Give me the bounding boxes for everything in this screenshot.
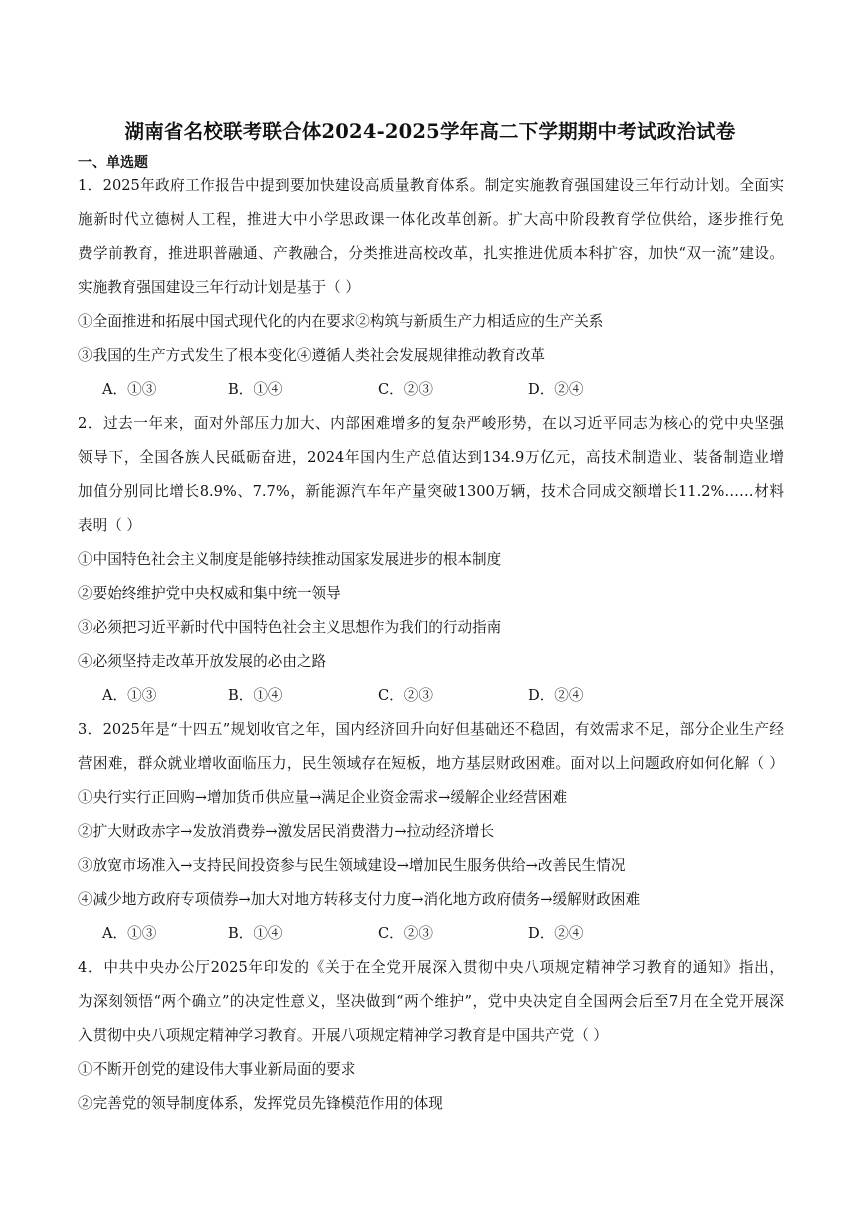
question-2-stem-line-2: 领导下，全国各族人民砥砺奋进，2024年国内生产总值达到134.9万亿元，高技术制造业、装备制造业增	[78, 449, 784, 466]
question-2-stem-line-3: 加值分别同比增长8.9%、7.7%，新能源汽车年产量突破1300万辆，技术合同成交额增长11.2%……材料	[78, 483, 784, 500]
option-b[interactable]: B．①④	[228, 381, 283, 398]
option-a[interactable]: A．①③	[102, 925, 157, 942]
option-d[interactable]: D．②④	[528, 925, 584, 942]
option-b[interactable]: B．①④	[228, 925, 283, 942]
question-1-stem-line-2: 施新时代立德树人工程，推进大中小学思政课一体化改革创新。扩大高中阶段教育学位供给，逐步推行免	[78, 211, 784, 228]
question-1-stem-line-1: 1．2025年政府工作报告中提到要加快建设高质量教育体系。制定实施教育强国建设三年行动计划。全面实	[78, 177, 784, 194]
option-b[interactable]: B．①④	[228, 687, 283, 704]
option-d[interactable]: D．②④	[528, 381, 584, 398]
option-d[interactable]: D．②④	[528, 687, 584, 704]
question-3-statement-3: ③放宽市场准入→支持民间投资参与民生领域建设→增加民生服务供给→改善民生情况	[78, 857, 626, 874]
question-3-stem-line-1: 3．2025年是“十四五”规划收官之年，国内经济回升向好但基础还不稳固，有效需求不足，部分企业生产经	[78, 721, 784, 738]
question-4-statement-2: ②完善党的领导制度体系，发挥党员先锋模范作用的体现	[78, 1095, 443, 1112]
question-4-stem-line-3: 入贯彻中央八项规定精神学习教育。开展八项规定精神学习教育是中国共产党（ ）	[78, 1027, 609, 1044]
question-3-statement-4: ④减少地方政府专项债券→加大对地方转移支付力度→消化地方政府债务→缓解财政困难	[78, 891, 641, 908]
question-2-statement-1: ①中国特色社会主义制度是能够持续推动国家发展进步的根本制度	[78, 551, 502, 568]
question-4-statement-1: ①不断开创党的建设伟大事业新局面的要求	[78, 1061, 356, 1078]
question-1-statement-2: ③我国的生产方式发生了根本变化④遵循人类社会发展规律推动教育改革	[78, 347, 546, 364]
option-c[interactable]: C．②③	[378, 381, 433, 398]
question-4-stem-line-2: 为深刻领悟“两个确立”的决定性意义，坚决做到“两个维护”，党中央决定自全国两会后至7月在全党开展深	[78, 993, 784, 1010]
option-c[interactable]: C．②③	[378, 925, 433, 942]
exam-title: 湖南省名校联考联合体2024-2025学年高二下学期期中考试政治试卷	[124, 120, 736, 143]
question-3-stem-line-2: 营困难，群众就业增收面临压力，民生领域存在短板，地方基层财政困难。面对以上问题政府如何化解（ ）	[78, 755, 784, 772]
question-1-statement-1: ①全面推进和拓展中国式现代化的内在要求②构筑与新质生产力相适应的生产关系	[78, 313, 604, 330]
option-c[interactable]: C．②③	[378, 687, 433, 704]
question-4-stem-line-1: 4．中共中央办公厅2025年印发的《关于在全党开展深入贯彻中央八项规定精神学习教育的通知》指出，	[78, 959, 784, 976]
question-2-statement-2: ②要始终维护党中央权威和集中统一领导	[78, 585, 341, 602]
question-2-statement-3: ③必须把习近平新时代中国特色社会主义思想作为我们的行动指南	[78, 619, 502, 636]
question-1-stem-line-4: 实施教育强国建设三年行动计划是基于（ ）	[78, 279, 360, 296]
question-2-stem-line-1: 2．过去一年来，面对外部压力加大、内部困难增多的复杂严峻形势，在以习近平同志为核心的党中央坚强	[78, 415, 784, 432]
question-3-statement-1: ①央行实行正回购→增加货币供应量→满足企业资金需求→缓解企业经营困难	[78, 789, 568, 806]
question-2-stem-line-4: 表明（ ）	[78, 517, 142, 534]
question-2-statement-4: ④必须坚持走改革开放发展的必由之路	[78, 653, 327, 670]
option-a[interactable]: A．①③	[102, 381, 157, 398]
section-heading: 一、单选题	[78, 155, 148, 171]
question-1-stem-line-3: 费学前教育，推进职普融通、产教融合，分类推进高校改革，扎实推进优质本科扩容，加快“双一流”建设。	[78, 245, 784, 262]
question-3-statement-2: ②扩大财政赤字→发放消费券→激发居民消费潜力→拉动经济增长	[78, 823, 495, 840]
option-a[interactable]: A．①③	[102, 687, 157, 704]
